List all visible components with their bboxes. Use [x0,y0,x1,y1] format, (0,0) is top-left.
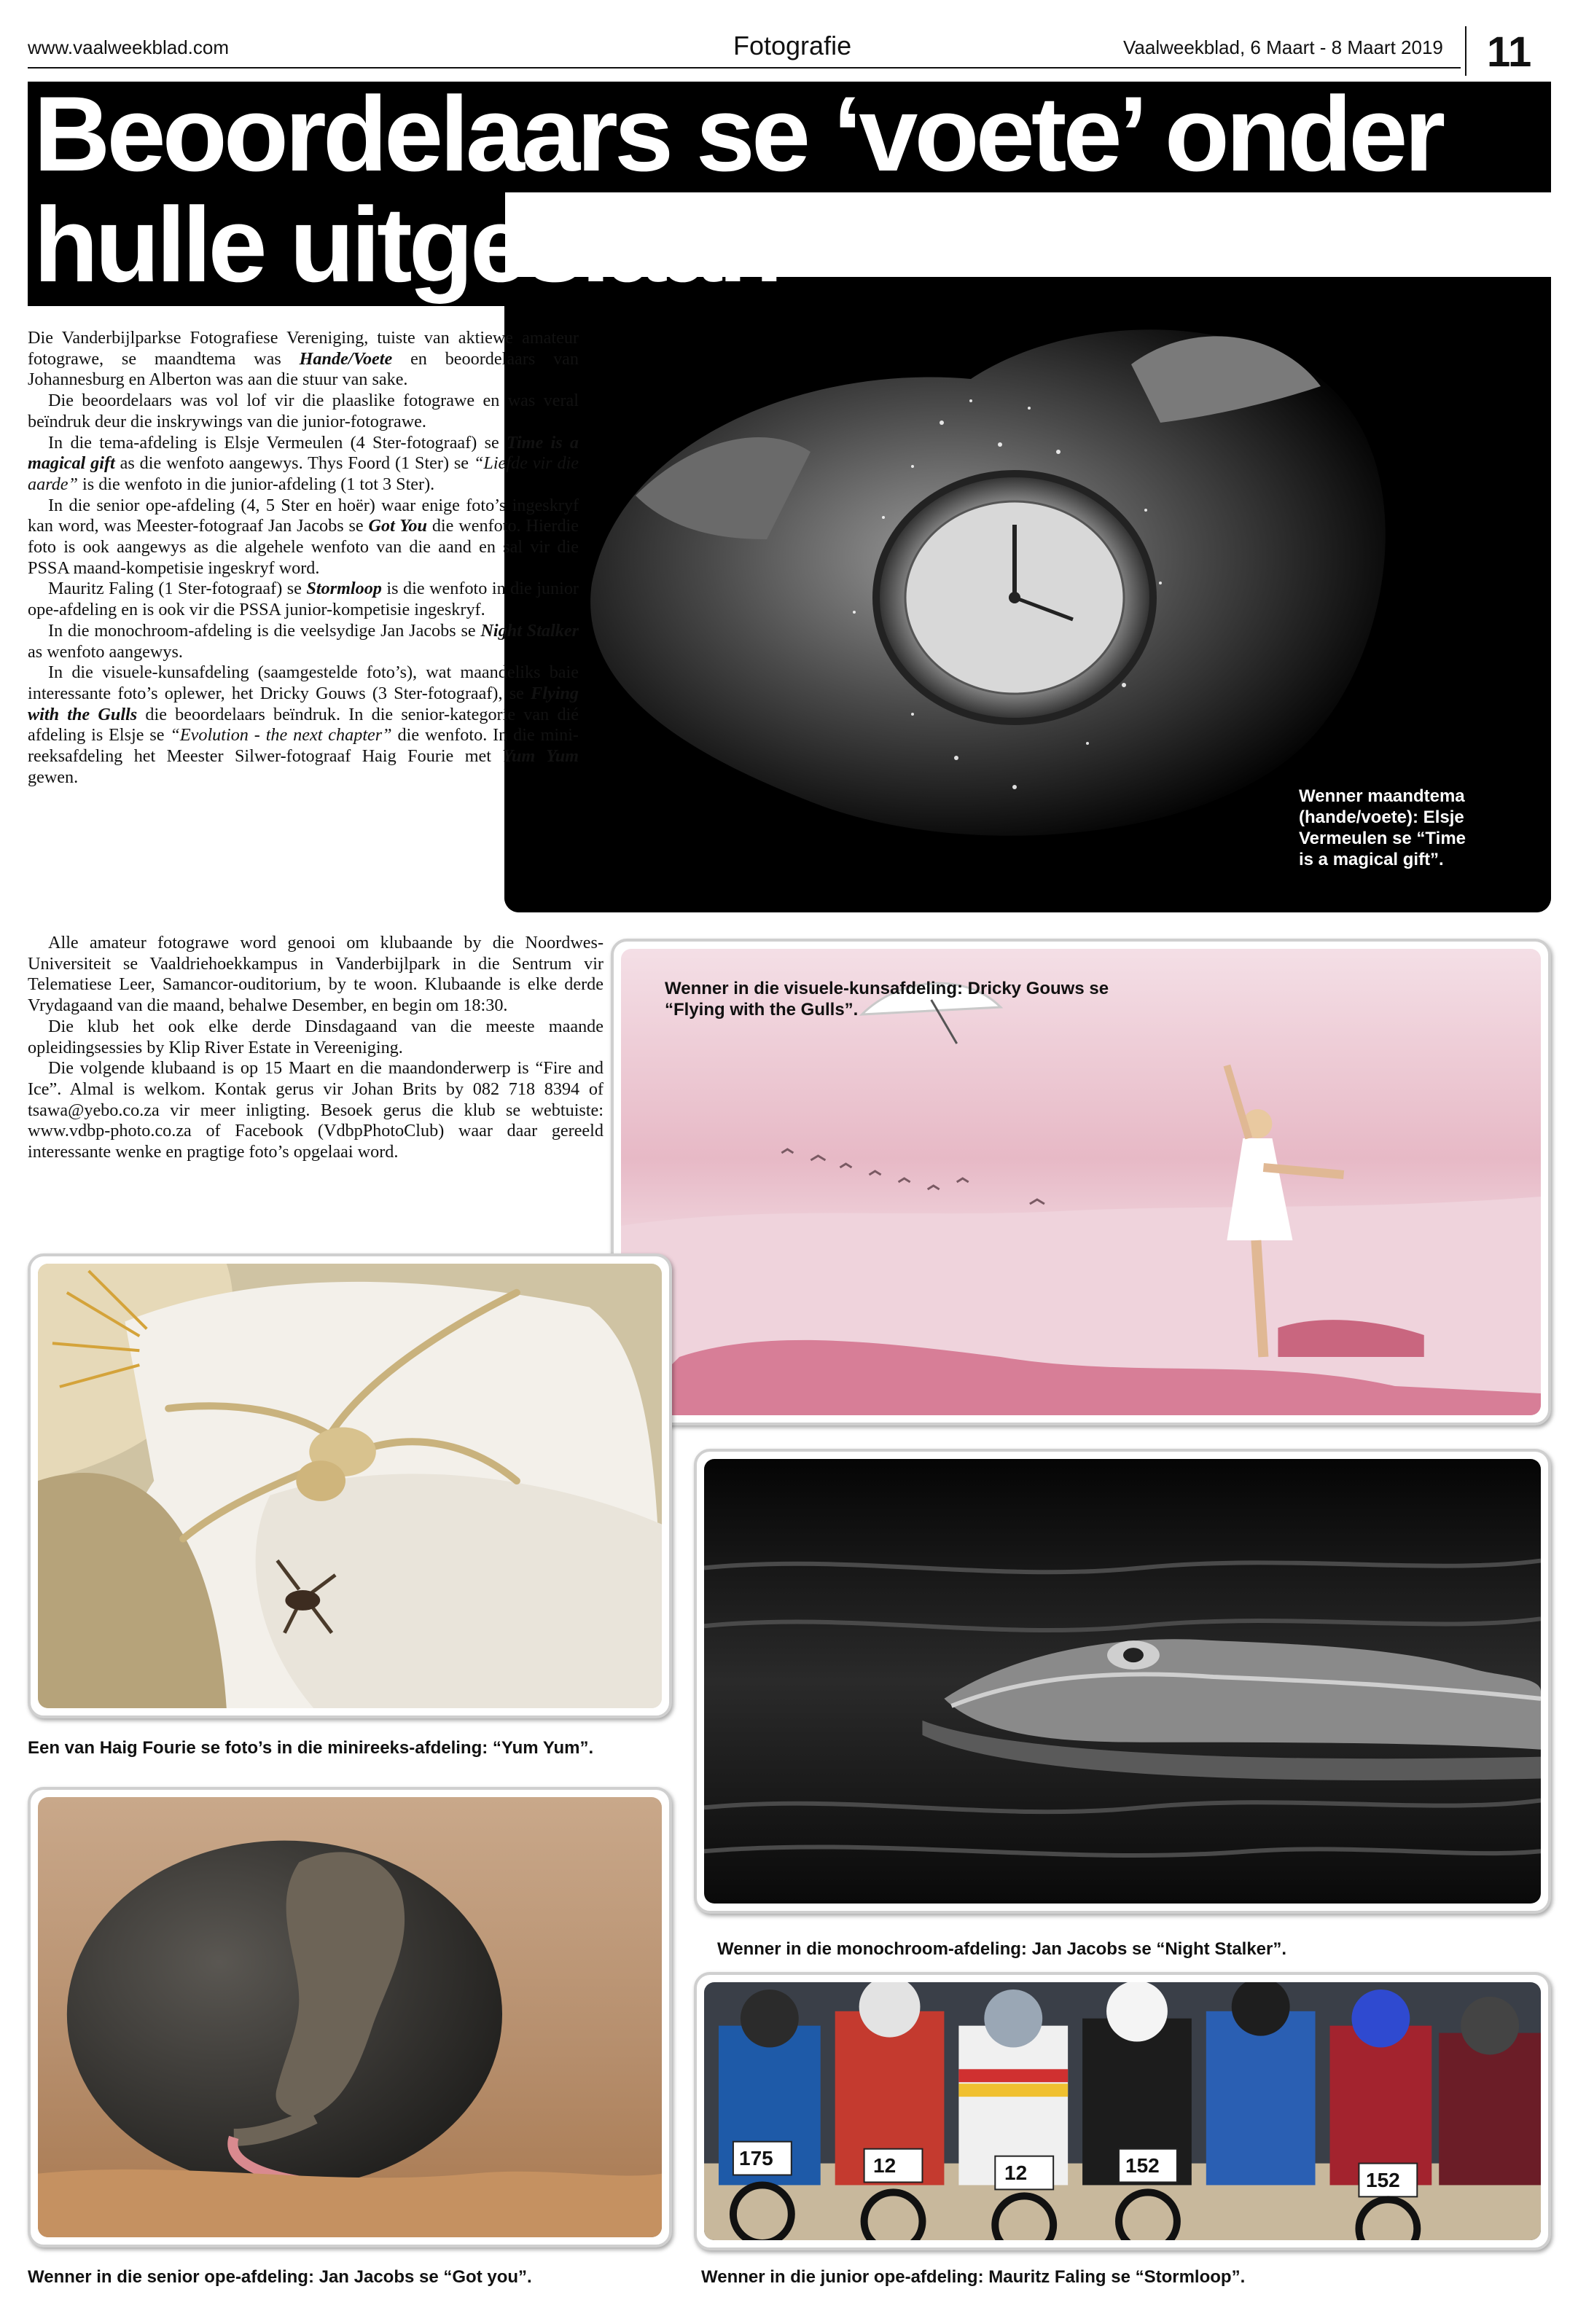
caption-spider: Een van Haig Fourie se foto’s in die minireeks-afdeling: “Yum Yum”. [28,1738,594,1758]
article-paragraph: In die senior ope-afdeling (4, 5 Ster en hoër) waar enige foto’s ingeskryf kan word, was Meester-fotograaf Jan Jacobs se Got You die wenfoto. Hierdie foto is ook aangewys as die algehele wenfoto van die aand en sal vir die PSSA maand-kompetisie ingeskryf word. [28,495,579,578]
article-body-bottom [28,933,604,1163]
photo-night-stalker [694,1449,1551,1914]
section-title: Fotografie [733,31,852,60]
caption-bikes: Wenner in die junior ope-afdeling: Mauritz Faling se “Stormloop”. [701,2267,1246,2287]
article-paragraph: Mauritz Faling (1 Ster-fotograaf) se Stormloop is die wenfoto in die junior ope-afdeling en is ook vir die PSSA junior-kompetisie ingeskryf. [28,579,579,620]
bike-number-2: 12 [873,2154,897,2177]
page-number: 11 [1487,28,1532,76]
photo-yum-yum [28,1253,672,1718]
headline: Beoordelaars se ‘voete’ onder hulle uitgeslaan [34,74,1442,304]
header-divider [1465,26,1466,76]
caption-chameleon: Wenner in die senior ope-afdeling: Jan Jacobs se “Got you”. [28,2267,532,2287]
photo-got-you [28,1787,672,2247]
article-paragraph: Die Vanderbijlparkse Fotografiese Vereniging, tuiste van aktiewe amateur fotograwe, se maandtema was Hande/Voete en beoordelaars van Johannesburg en Alberton was aan die stuur van sake. [28,328,579,390]
bike-number-3: 12 [1004,2161,1028,2184]
article-paragraph: Die volgende klubaand is op 15 Maart en die maandonderwerp is “Fire and Ice”. Almal is welkom. Kontak gerus vir Johan Brits by 082 718 8394 of tsawa@yebo.co.za vir meer inligting. Besoek gerus die klub se webtuiste: www.vdbp-photo.co.za of Facebook (VdbpPhotoClub) waar daar gereeld interessante wenke en pragtige foto’s opgelaai word. [28,1058,604,1162]
article-paragraph: In die tema-afdeling is Elsje Vermeulen (4 Ster-fotograaf) se Time is a magical gift as die wenfoto aangewys. Thys Foord (1 Ster) se “Liefde vir die aarde” is die wenfoto in die junior-afdeling (1 tot 3 Ster). [28,432,579,494]
issue-date: Vaalweekblad, 6 Maart - 8 Maart 2019 [1123,36,1443,58]
caption-croc: Wenner in die monochroom-afdeling: Jan Jacobs se “Night Stalker”. [717,1939,1287,1959]
caption-hands: Wenner maandtema (hande/voete): Elsje Vermeulen se “Time is a magical gift”. [1299,786,1466,869]
article-paragraph: Die klub het ook elke derde Dinsdagaand van die meeste maande opleidingsessies by Klip River Estate in Vereeniging. [28,1016,604,1057]
article-body-top [28,328,579,788]
bike-number-1: 175 [739,2147,773,2170]
bike-number-5: 152 [1366,2169,1400,2191]
bike-number-4: 152 [1125,2154,1160,2177]
header-rule [28,67,1461,69]
caption-gulls: Wenner in die visuele-kunsafdeling: Dricky Gouws se “Flying with the Gulls”. [665,979,1109,1020]
photo-stormloop [694,1972,1551,2250]
article-paragraph: In die monochroom-afdeling is die veelsydige Jan Jacobs se Night Stalker as wenfoto aangewys. [28,620,579,662]
website-url: www.vaalweekblad.com [28,36,230,58]
article-paragraph: Alle amateur fotograwe word genooi om klubaande by die Noordwes-Universiteit se Vaaldriehoekkampus in Vanderbijlpark in die Sentrum vir Telematiese Leer, Samancor-ouditorium, by te woon. Klubaande is elke derde Vrydagaand van die maand, behalwe Desember, en begin om 18:30. [28,933,604,1016]
article-paragraph: Die beoordelaars was vol lof vir die plaaslike fotograwe en was veral beïndruk deur die inskrywings van die junior-fotograwe. [28,391,579,431]
article-paragraph: In die visuele-kunsafdeling (saamgestelde foto’s), wat maandeliks baie interessante foto’s oplewer, het Dricky Gouws (3 Ster-fotograaf), se Flying with the Gulls die beoordelaars beïndruk. In die senior-kategorie van dié afdeling is Elsje se “Evolution - the next chapter” die wenfoto. In die mini-reeksafdeling het Meester Silwer-fotograaf Haig Fourie met Yum Yum gewen. [28,662,579,787]
